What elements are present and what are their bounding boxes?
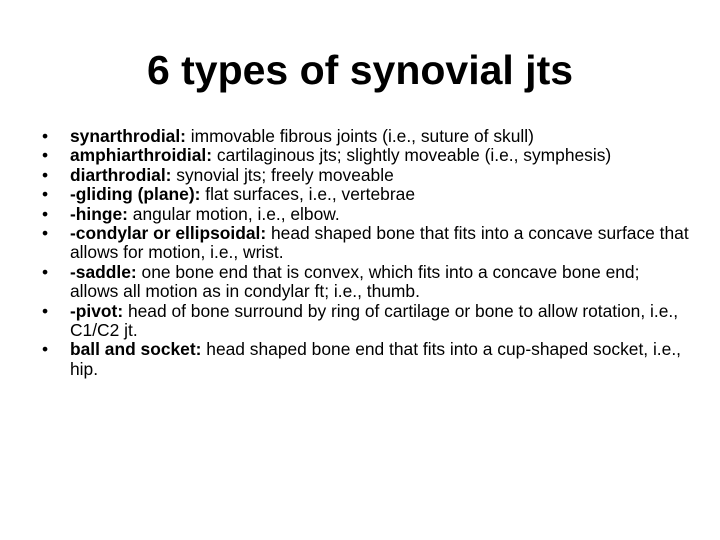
bullet-icon: •: [42, 339, 49, 360]
bullet-icon: •: [42, 223, 49, 244]
bullet-icon: •: [42, 126, 49, 146]
item-text: synovial jts; freely moveable: [171, 164, 394, 185]
item-term: ball and socket:: [70, 339, 202, 360]
item-text: head shaped bone that fits into a concave surface that allows for motion, i.e., wrist.: [70, 223, 689, 263]
item-term: amphiarthroidial:: [70, 145, 213, 166]
list-item: [42, 166, 692, 185]
item-term: -saddle:: [70, 261, 137, 282]
list-item: [42, 185, 692, 204]
list-item: [42, 302, 692, 341]
item-term: -gliding (plane):: [70, 184, 201, 205]
item-term: diarthrodial:: [70, 164, 172, 185]
item-text: cartilaginous jts; slightly moveable (i.e., symphesis): [212, 145, 612, 166]
bullet-icon: •: [42, 261, 49, 282]
item-term: -condylar or ellipsoidal:: [70, 223, 267, 244]
item-term: -pivot:: [70, 300, 124, 321]
list-item: [42, 263, 692, 302]
item-text: immovable fibrous joints (i.e., suture of skull): [185, 126, 534, 146]
item-text: angular motion, i.e., elbow.: [127, 203, 340, 224]
item-text: flat surfaces, i.e., vertebrae: [200, 184, 415, 205]
bullet-icon: •: [42, 184, 49, 205]
bullet-icon: •: [42, 145, 49, 166]
item-term: -hinge:: [70, 203, 128, 224]
item-text: head of bone surround by ring of cartilage or bone to allow rotation, i.e., C1/C2 jt.: [70, 300, 679, 341]
list-item: [42, 340, 692, 379]
list-item: [42, 224, 692, 263]
slide-title: 6 types of synovial jts: [146, 47, 574, 93]
item-term: synarthrodial:: [70, 126, 186, 146]
list-item: [42, 127, 692, 146]
item-text: one bone end that is convex, which fits into a concave bone end; allows all motion as in condylar ft; i.e., thumb.: [70, 261, 640, 302]
bullet-icon: •: [42, 203, 49, 224]
list-item: [42, 205, 692, 224]
bullet-icon: •: [42, 164, 49, 185]
bullet-icon: •: [42, 300, 49, 321]
item-text: head shaped bone end that fits into a cup-shaped socket, i.e., hip.: [70, 339, 681, 379]
joint-types-list: [42, 127, 692, 379]
list-item: [42, 146, 692, 165]
